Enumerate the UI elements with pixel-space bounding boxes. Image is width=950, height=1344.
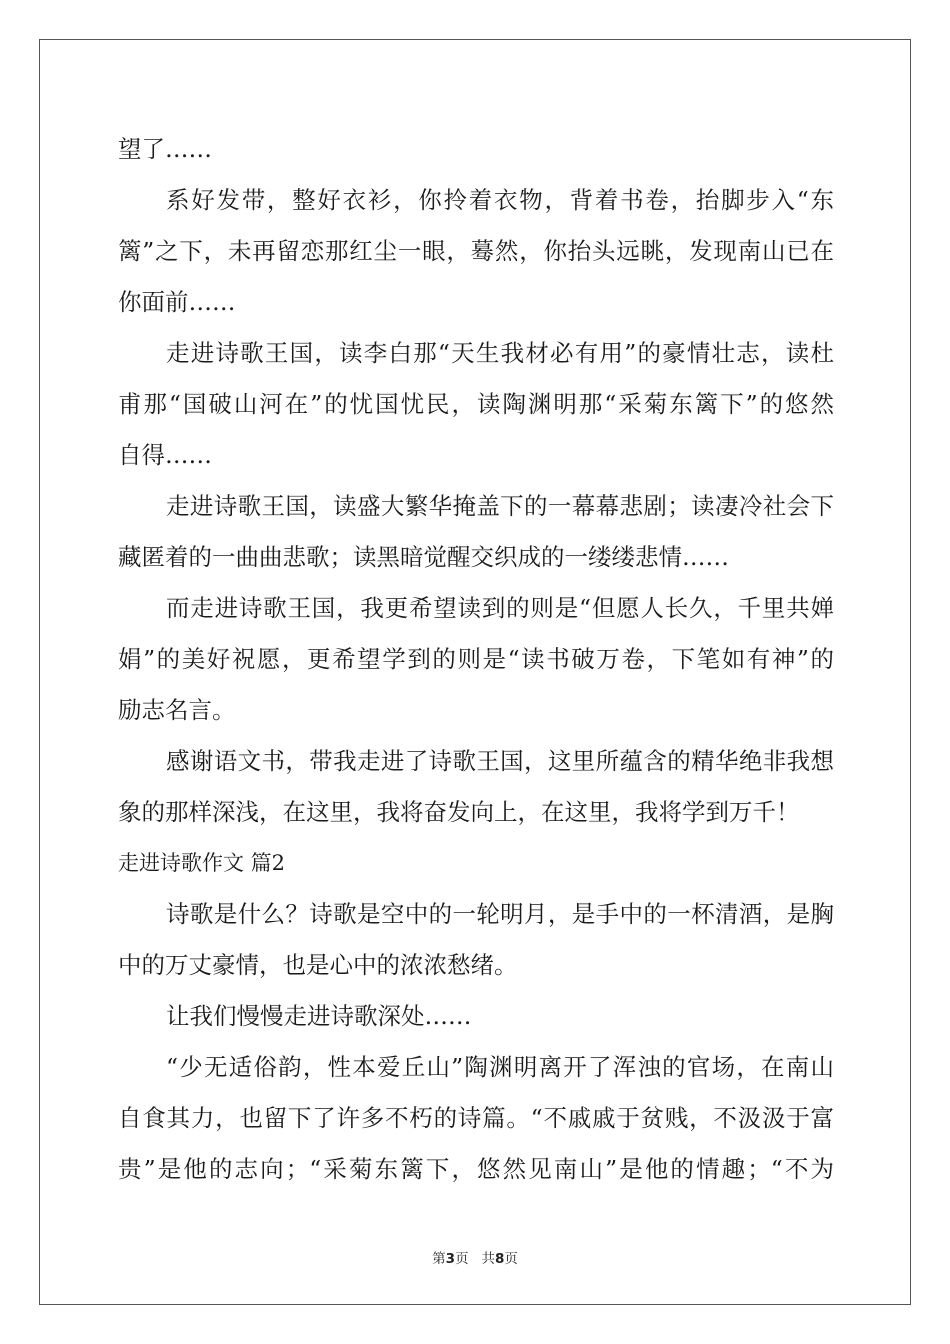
text-line: 贵”是他的志向；“采菊东篱下，悠然见南山”是他的情趣；“不为	[118, 1155, 834, 1183]
page-prefix: 第	[432, 1251, 446, 1267]
text-line: 走进诗歌王国，读盛大繁华掩盖下的一幕幕悲剧；读凄冷社会下	[166, 492, 834, 520]
section-heading: 走进诗歌作文 篇2	[118, 851, 286, 875]
text-line: 你面前……	[118, 288, 236, 316]
text-line: 中的万丈豪情，也是心中的浓浓愁绪。	[118, 951, 518, 979]
text-line: 让我们慢慢走进诗歌深处……	[166, 1002, 472, 1030]
total-unit: 页	[504, 1251, 518, 1267]
text-line: 诗歌是什么？诗歌是空中的一轮明月，是手中的一杯清酒，是胸	[166, 900, 834, 928]
page-number: 3	[445, 1251, 456, 1267]
text-line: 娟”的美好祝愿，更希望学到的则是“读书破万卷，下笔如有神”的	[118, 645, 834, 673]
total-prefix: 共	[481, 1251, 495, 1267]
text-line: 走进诗歌王国，读李白那“天生我材必有用”的豪情壮志，读杜	[166, 339, 834, 367]
text-line: 藏匿着的一曲曲悲歌；读黑暗觉醒交织成的一缕缕悲情……	[118, 543, 729, 571]
page-unit: 页	[455, 1251, 469, 1267]
document-body	[118, 124, 834, 1195]
text-line: 自食其力，也留下了许多不朽的诗篇。“不戚戚于贫贱，不汲汲于富	[118, 1104, 834, 1132]
text-line: 望了……	[118, 135, 212, 163]
text-line: 象的那样深浅，在这里，我将奋发向上，在这里，我将学到万千！	[118, 798, 800, 826]
page-footer	[0, 1247, 950, 1267]
text-line: 而走进诗歌王国，我更希望读到的则是“但愿人长久，千里共婵	[166, 594, 834, 622]
text-line: 感谢语文书，带我走进了诗歌王国，这里所蕴含的精华绝非我想	[166, 747, 834, 775]
text-line: “少无适俗韵，性本爱丘山”陶渊明离开了浑浊的官场，在南山	[166, 1053, 834, 1081]
text-line: 篱”之下，未再留恋那红尘一眼，蓦然，你抬头远眺，发现南山已在	[118, 237, 834, 265]
text-line: 甫那“国破山河在”的忧国忧民，读陶渊明那“采菊东篱下”的悠然	[118, 390, 834, 418]
text-line: 自得……	[118, 441, 212, 469]
total-pages: 8	[494, 1251, 505, 1267]
text-line: 励志名言。	[118, 696, 236, 724]
text-line: 系好发带，整好衣衫，你拎着衣物，背着书卷，抬脚步入“东	[166, 186, 834, 214]
